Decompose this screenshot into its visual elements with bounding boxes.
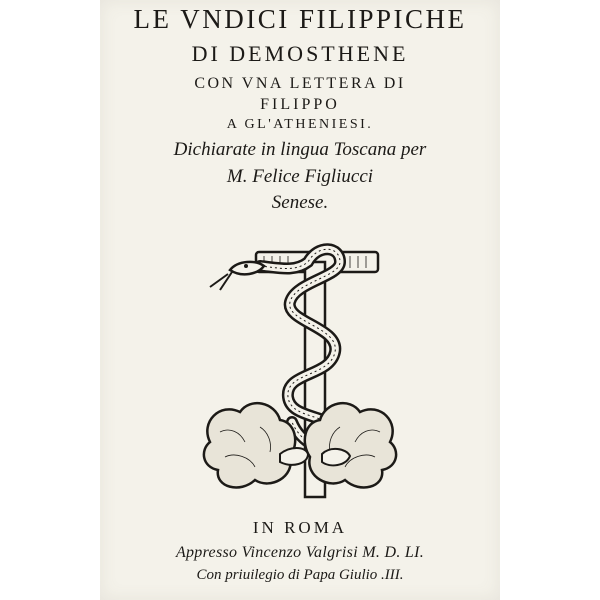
- left-hand: [280, 448, 308, 465]
- printer-device-woodcut: [200, 232, 400, 502]
- book-title-line-4: FILIPPO: [260, 96, 340, 113]
- left-cloud: [204, 403, 295, 487]
- title-page: [100, 0, 500, 600]
- book-title-line-5: A GL'ATHENIESI.: [226, 117, 374, 132]
- translator-origin: Senese.: [271, 192, 329, 213]
- book-title-line-2: DI DEMOSTHENE: [191, 41, 409, 66]
- imprint-privilege: Con priuilegio di Papa Giulio .III.: [196, 567, 404, 583]
- imprint-place: IN ROMA: [252, 518, 348, 537]
- translator-name: M. Felice Figliucci: [226, 166, 374, 187]
- book-title-line-1: LE VNDICI FILIPPICHE: [133, 4, 467, 34]
- book-title-line-3: CON VNA LETTERA DI: [194, 75, 406, 92]
- imprint-printer: Appresso Vincenzo Valgrisi M. D. LI.: [175, 544, 425, 561]
- serpent-tongue: [210, 272, 232, 290]
- translator-line-1: Dichiarate in lingua Toscana per: [173, 139, 427, 160]
